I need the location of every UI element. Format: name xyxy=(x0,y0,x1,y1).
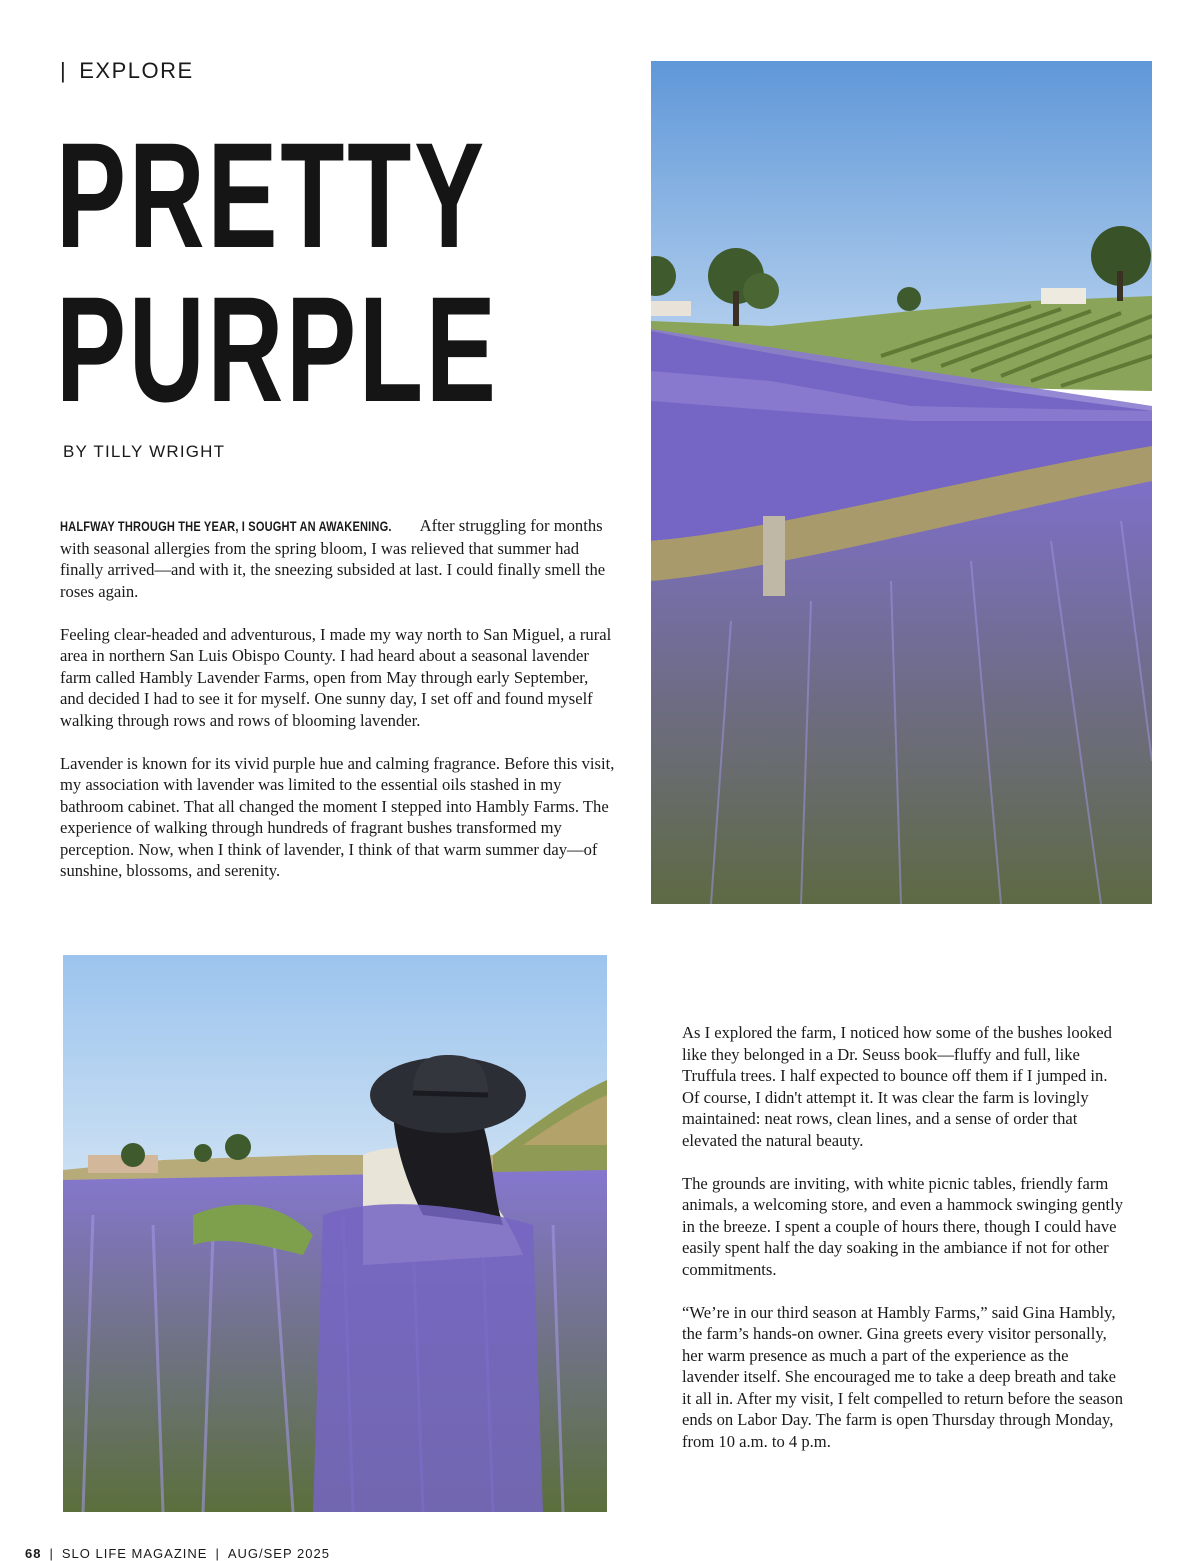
paragraph-3: Lavender is known for its vivid purple hue and calming fragrance. Before this visit, my association with lavender was limited to the essential oils stashed in my bathroom cabinet. That all changed the moment I stepped into Hambly Farms. The experience of walking through hundreds of fragrant bushes transformed my perception. Now, when I think of lavender, I think of that warm summer day—of sunshine, blossoms, and serenity. xyxy=(60,753,615,880)
section-name: EXPLORE xyxy=(79,58,194,83)
footer-separator-1: | xyxy=(49,1546,54,1561)
paragraph-6: “We’re in our third season at Hambly Farms,” said Gina Hambly, the farm’s hands-on owner. Gina greets every visitor personally, her warm presence as much a part of the experience as the lavender itself. She encouraged me to take a deep breath and take it all in. After my visit, I felt compelled to return before the season ends on Labor Day. The farm is open Thursday through Monday, from 10 a.m. to 4 p.m. xyxy=(682,1302,1123,1451)
lavender-field-image xyxy=(651,61,1152,904)
woman-in-hat-image xyxy=(63,955,607,1512)
section-label xyxy=(60,58,194,84)
lavender-field-photo xyxy=(651,61,1152,904)
lavender-picker-photo xyxy=(63,955,607,1512)
headline-line-2: PURPLE xyxy=(56,265,499,433)
byline: BY TILLY WRIGHT xyxy=(63,442,226,461)
section-bar: | xyxy=(60,58,68,83)
magazine-name: SLO LIFE MAGAZINE xyxy=(61,1546,208,1561)
page-number: 68 xyxy=(25,1546,42,1561)
article-column-left xyxy=(60,515,615,903)
paragraph-2: Feeling clear-headed and adventurous, I made my way north to San Miguel, a rural area in northern San Luis Obispo County. I had heard about a seasonal lavender farm called Hambly Lavender Farms, open from May through early September, and decided I had to see it for myself. One sunny day, I set off and found myself walking through rows and rows of blooming lavender. xyxy=(60,624,612,730)
footer-separator-2: | xyxy=(215,1546,220,1561)
page-footer xyxy=(25,1546,330,1561)
paragraph-1 xyxy=(60,515,615,602)
article-column-right xyxy=(682,1022,1127,1474)
paragraph-5: The grounds are inviting, with white picnic tables, friendly farm animals, a welcoming store, and even a hammock swinging gently in the breeze. I spent a couple of hours there, though I could have easily spent half the day soaking in the ambiance if not for other commitments. xyxy=(682,1173,1124,1279)
article-headline xyxy=(56,111,499,433)
paragraph-1-text: After struggling for months with seasonal allergies from the spring bloom, I was relieved that summer had finally arrived—and with it, the sneezing subsided at last. I could finally smell the roses again. xyxy=(60,516,606,601)
lead-in: HALFWAY THROUGH THE YEAR, I SOUGHT AN AWAKENING. xyxy=(60,519,392,534)
paragraph-4: As I explored the farm, I noticed how some of the bushes looked like they belonged in a Dr. Seuss book—fluffy and full, like Truffula trees. I half expected to bounce off them if I jumped in. Of course, I didn't attempt it. It was clear the farm is lovingly maintained: neat rows, clean lines, and a sense of order that elevated the natural beauty. xyxy=(682,1023,1112,1150)
headline-line-1: PRETTY xyxy=(56,111,488,279)
issue-date: AUG/SEP 2025 xyxy=(227,1546,330,1561)
